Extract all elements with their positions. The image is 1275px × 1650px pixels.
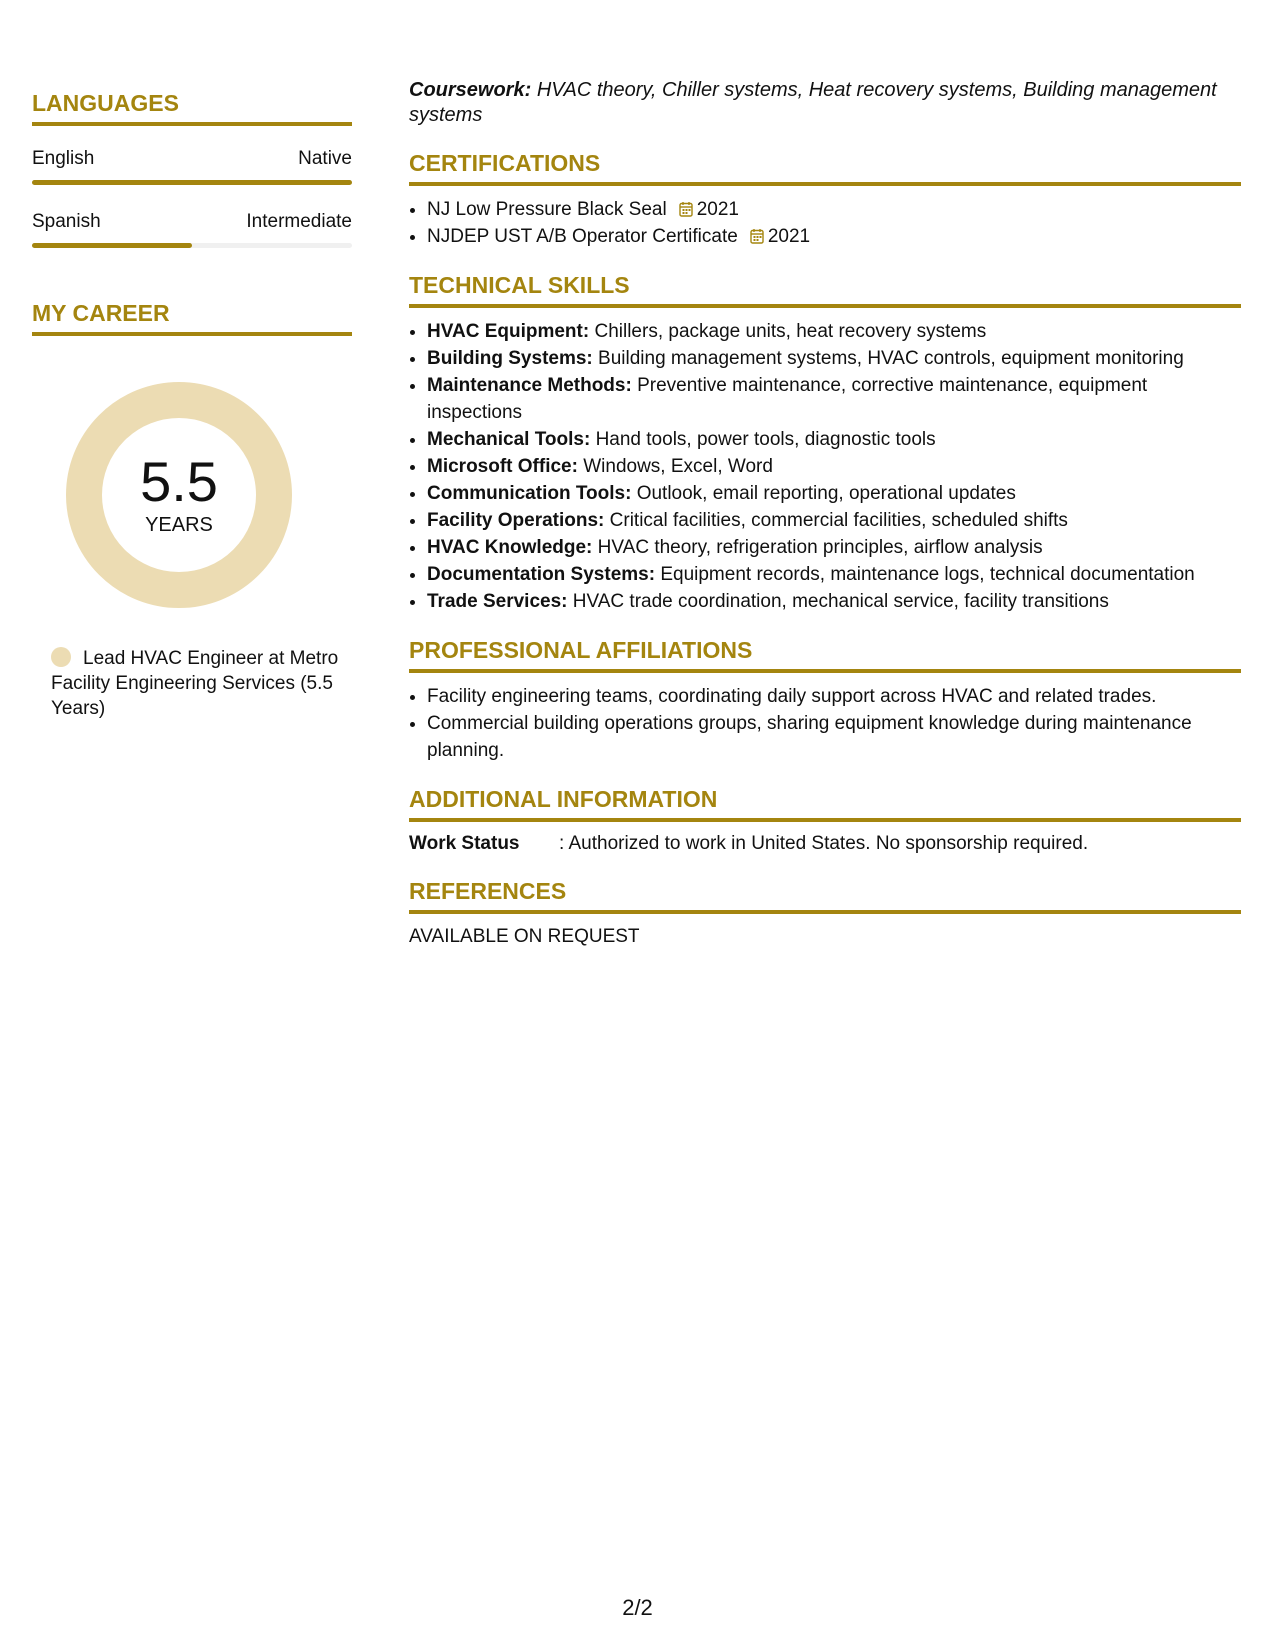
- career-donut: [66, 382, 292, 608]
- skill-item: [427, 345, 1241, 372]
- skill-label: HVAC Equipment:: [427, 321, 590, 342]
- career-entry: [51, 646, 352, 721]
- skill-label: Trade Services:: [427, 591, 568, 612]
- language-proficiency-fill: [32, 243, 192, 248]
- certification-year: 2021: [696, 199, 739, 220]
- skill-label: Mechanical Tools:: [427, 429, 591, 450]
- right-column: [409, 78, 1241, 948]
- skill-text: Windows, Excel, Word: [583, 456, 773, 477]
- language-name: English: [32, 148, 95, 169]
- languages-list: [32, 148, 352, 248]
- skill-label: Maintenance Methods:: [427, 375, 632, 396]
- language-level: Intermediate: [246, 211, 352, 232]
- skill-text: HVAC trade coordination, mechanical service, facility transitions: [572, 591, 1109, 612]
- skill-item: [427, 507, 1241, 534]
- skill-item: [427, 588, 1241, 615]
- skill-label: Microsoft Office:: [427, 456, 578, 477]
- language-proficiency-bar: [32, 180, 352, 185]
- skill-text: Building management systems, HVAC controls, equipment monitoring: [598, 348, 1184, 369]
- career-title: MY CAREER: [32, 300, 352, 336]
- career-donut-label: [66, 382, 292, 608]
- certification-item: [427, 223, 1241, 250]
- skill-item: [427, 372, 1241, 426]
- career-legend-dot: [51, 647, 71, 667]
- language-name: Spanish: [32, 211, 101, 232]
- work-status-label: Work Status: [409, 833, 520, 854]
- languages-title: LANGUAGES: [32, 90, 352, 126]
- career-entry-text: Lead HVAC Engineer at Metro Facility Engineering Services (5.5 Years): [51, 648, 339, 719]
- references-text: AVAILABLE ON REQUEST: [409, 926, 640, 947]
- skill-item: [427, 534, 1241, 561]
- affiliations-title: PROFESSIONAL AFFILIATIONS: [409, 637, 1241, 673]
- calendar-icon: [750, 225, 764, 241]
- technical-skills-title: TECHNICAL SKILLS: [409, 272, 1241, 308]
- skill-item: [427, 318, 1241, 345]
- language-item: [32, 148, 352, 185]
- left-column: [32, 90, 352, 721]
- skill-text: Equipment records, maintenance logs, technical documentation: [660, 564, 1195, 585]
- skill-text: Critical facilities, commercial facilities, scheduled shifts: [609, 510, 1068, 531]
- language-row: [32, 148, 352, 170]
- skill-label: Documentation Systems:: [427, 564, 656, 585]
- certification-item: [427, 196, 1241, 223]
- skill-item: [427, 426, 1241, 453]
- affiliations-list: [409, 683, 1241, 764]
- certification-year: 2021: [767, 226, 811, 247]
- skill-label: HVAC Knowledge:: [427, 537, 593, 558]
- career-years-label: YEARS: [145, 514, 213, 536]
- language-item: [32, 211, 352, 248]
- calendar-icon: [679, 198, 693, 214]
- technical-skills-list: [409, 318, 1241, 615]
- references-title: REFERENCES: [409, 878, 1241, 914]
- additional-info-title: ADDITIONAL INFORMATION: [409, 786, 1241, 822]
- certification-name: NJ Low Pressure Black Seal: [427, 199, 667, 220]
- skill-item: [427, 561, 1241, 588]
- skill-label: Communication Tools:: [427, 483, 632, 504]
- career-total-years: 5.5: [140, 450, 218, 513]
- language-proficiency-fill: [32, 180, 352, 185]
- coursework-label: Coursework:: [409, 79, 532, 101]
- certification-name: NJDEP UST A/B Operator Certificate: [427, 226, 738, 247]
- skill-text: Chillers, package units, heat recovery systems: [594, 321, 987, 342]
- skill-text: HVAC theory, refrigeration principles, airflow analysis: [597, 537, 1043, 558]
- certifications-title: CERTIFICATIONS: [409, 150, 1241, 186]
- language-proficiency-bar: [32, 243, 352, 248]
- skill-label: Facility Operations:: [427, 510, 605, 531]
- skill-text: Outlook, email reporting, operational updates: [636, 483, 1016, 504]
- skill-item: [427, 480, 1241, 507]
- skill-item: [427, 453, 1241, 480]
- skill-label: Building Systems:: [427, 348, 593, 369]
- coursework-text: HVAC theory, Chiller systems, Heat recovery systems, Building management systems: [409, 79, 1217, 126]
- additional-info-row: [409, 832, 1241, 856]
- coursework: [409, 78, 1241, 128]
- skill-text: Hand tools, power tools, diagnostic tools: [595, 429, 936, 450]
- certifications-list: [409, 196, 1241, 250]
- skill-text: Preventive maintenance, corrective maintenance, equipment inspections: [427, 375, 1148, 423]
- language-row: [32, 211, 352, 233]
- language-level: Native: [298, 148, 352, 169]
- affiliation-item: • Commercial building operations groups, sharing equipment knowledge during maintenance planning.: [427, 710, 1241, 764]
- affiliation-item: • Facility engineering teams, coordinating daily support across HVAC and related trades.: [427, 683, 1241, 710]
- page-number: 2/2: [622, 1595, 653, 1620]
- work-status-value: : Authorized to work in United States. No sponsorship required.: [559, 833, 1089, 854]
